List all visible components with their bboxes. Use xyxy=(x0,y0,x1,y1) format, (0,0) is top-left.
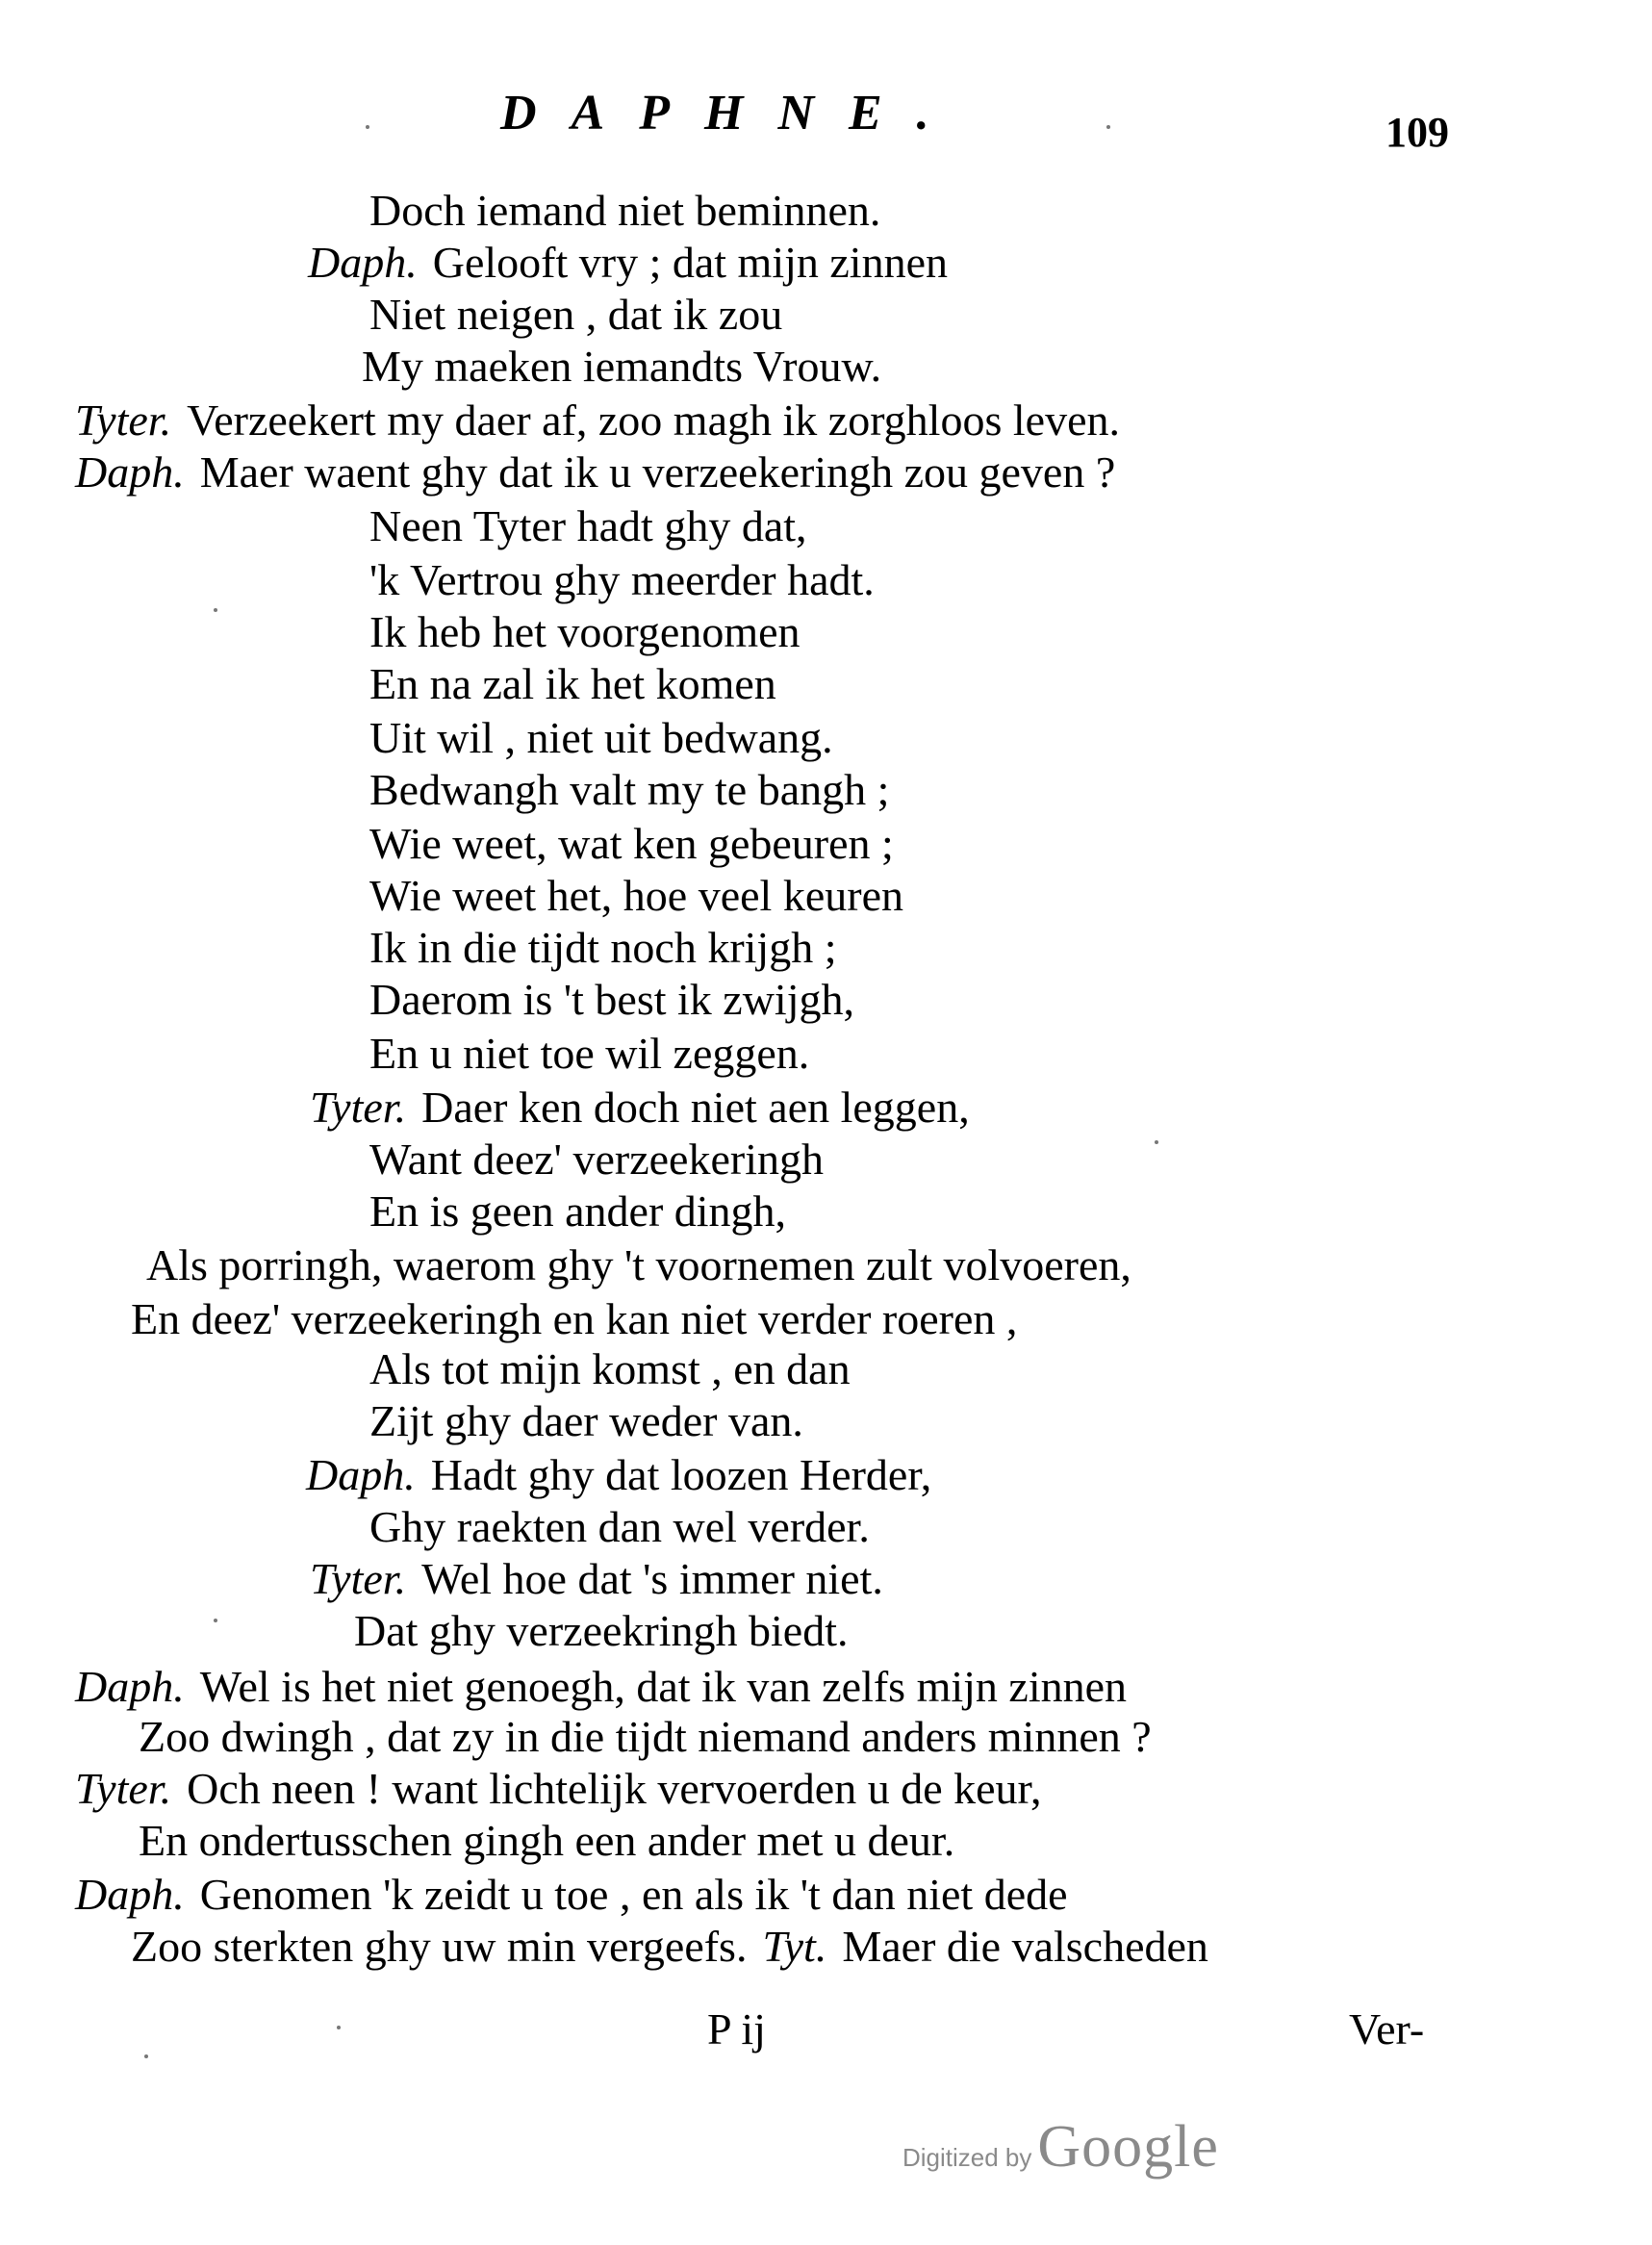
verse-text-span: My maeken iemandts Vrouw. xyxy=(362,342,882,391)
verse-text-span: Daerom is 't best ik zwijgh, xyxy=(369,975,854,1024)
verse-text-span: Daer ken doch niet aen leggen, xyxy=(421,1083,970,1132)
verse-text-span: Wie weet, wat ken gebeuren ; xyxy=(369,819,894,868)
verse-text-span: Als porringh, waerom ghy 't voornemen zult volvoeren, xyxy=(146,1240,1131,1289)
digitized-watermark xyxy=(902,2113,1219,2181)
verse-text-span: Maer waent ghy dat ik u verzeekeringh zou geven ? xyxy=(199,447,1116,497)
verse-text-span: Hadt ghy dat loozen Herder, xyxy=(430,1450,932,1499)
verse-text-span: Ghy raekten dan wel verder. xyxy=(369,1502,870,1551)
verse-text-span: Want deez' verzeekeringh xyxy=(369,1135,824,1184)
verse-line xyxy=(369,289,782,341)
verse-line xyxy=(131,1921,1208,1973)
speaker-label: Tyter. xyxy=(75,395,172,445)
watermark-prefix: Digitized by xyxy=(902,2143,1032,2172)
verse-text-span: Zoo sterkten ghy uw min vergeefs. xyxy=(131,1922,748,1971)
speaker-label: Tyter. xyxy=(310,1554,407,1603)
scan-speck xyxy=(144,2054,148,2058)
verse-text-span: Zijt ghy daer weder van. xyxy=(369,1396,803,1445)
verse-text-span: En is geen ander dingh, xyxy=(369,1186,787,1236)
verse-text-span: En u niet toe wil zeggen. xyxy=(369,1029,810,1078)
speaker-label: Daph. xyxy=(75,447,185,497)
verse-line xyxy=(75,446,1115,498)
scan-speck xyxy=(337,2026,341,2029)
verse-line xyxy=(75,1763,1042,1815)
verse-text-span: Niet neigen , dat ik zou xyxy=(369,290,783,339)
speaker-label: Daph. xyxy=(308,238,418,287)
verse-line xyxy=(131,1293,1017,1345)
scan-speck xyxy=(1155,1140,1158,1144)
verse-line xyxy=(369,658,776,710)
verse-text-span: Wel hoe dat 's immer niet. xyxy=(421,1554,883,1603)
verse-line xyxy=(75,395,1120,446)
speaker-label: Daph. xyxy=(75,1870,185,1919)
verse-text-span: Gelooft vry ; dat mijn zinnen xyxy=(432,238,949,287)
verse-text-span: Dat ghy verzeekringh biedt. xyxy=(354,1606,849,1655)
verse-text-span: Wie weet het, hoe veel keuren xyxy=(369,871,903,920)
verse-line xyxy=(369,712,833,764)
verse-line xyxy=(369,1028,809,1080)
verse-line xyxy=(369,922,837,974)
verse-line xyxy=(362,341,881,393)
speaker-label: Daph. xyxy=(306,1450,416,1499)
verse-text-span: Uit wil , niet uit bedwang. xyxy=(369,713,833,762)
verse-line xyxy=(146,1239,1131,1291)
verse-text-span: En ondertusschen gingh een ander met u deur. xyxy=(139,1816,955,1865)
watermark-brand: Google xyxy=(1037,2114,1219,2180)
verse-text-span: En na zal ik het komen xyxy=(369,659,776,708)
verse-line xyxy=(75,1661,1127,1713)
verse-line xyxy=(369,870,903,922)
verse-line xyxy=(354,1605,848,1657)
verse-text-span: 'k Vertrou ghy meerder hadt. xyxy=(369,555,875,604)
verse-text-span: Wel is het niet genoegh, dat ik van zelfs mijn zinnen xyxy=(199,1662,1128,1711)
verse-line xyxy=(369,185,880,237)
page-number: 109 xyxy=(1385,109,1449,156)
verse-line xyxy=(369,606,801,658)
signature-mark: P ij xyxy=(707,2004,766,2054)
verse-text-span: Doch iemand niet beminnen. xyxy=(369,186,881,235)
verse-text-span: Ik heb het voorgenomen xyxy=(369,607,801,656)
verse-text-span: Neen Tyter hadt ghy dat, xyxy=(369,501,807,550)
verse-line xyxy=(369,1395,803,1447)
verse-line xyxy=(369,1134,824,1186)
verse-text-span: Och neen ! want lichtelijk vervoerden u de keur, xyxy=(187,1764,1042,1813)
speaker-label: Tyter. xyxy=(75,1764,172,1813)
verse-line xyxy=(306,1449,931,1501)
verse-text-span: Ik in die tijdt noch krijgh ; xyxy=(369,923,837,972)
speaker-label: Tyt. xyxy=(762,1922,827,1971)
verse-line xyxy=(75,1869,1068,1921)
verse-text-span: Verzeekert my daer af, zoo magh ik zorghloos leven. xyxy=(187,395,1120,445)
verse-line xyxy=(369,1343,851,1395)
verse-line xyxy=(308,237,948,289)
verse-text-span: Maer die valscheden xyxy=(842,1922,1208,1971)
scan-speck xyxy=(214,608,217,612)
verse-line xyxy=(369,974,854,1026)
running-title: DAPHNE. xyxy=(500,86,964,140)
verse-text-span: En deez' verzeekeringh en kan niet verder roeren , xyxy=(131,1294,1018,1343)
verse-line xyxy=(369,818,894,870)
verse-text-span: Bedwangh valt my te bangh ; xyxy=(369,765,890,814)
scan-speck xyxy=(214,1619,217,1622)
verse-line xyxy=(369,1186,786,1237)
catchword: Ver- xyxy=(1349,2004,1425,2054)
verse-line xyxy=(369,500,807,552)
verse-line xyxy=(369,554,875,606)
scan-speck xyxy=(366,125,369,129)
verse-text-span: Als tot mijn komst , en dan xyxy=(369,1344,851,1393)
verse-line xyxy=(310,1553,883,1605)
verse-line xyxy=(369,1501,870,1553)
verse-text-span: Zoo dwingh , dat zy in die tijdt niemand anders minnen ? xyxy=(139,1712,1152,1761)
verse-line xyxy=(139,1711,1152,1763)
verse-line xyxy=(139,1815,954,1867)
speaker-label: Daph. xyxy=(75,1662,185,1711)
verse-line xyxy=(310,1082,970,1134)
verse-line xyxy=(369,764,889,816)
verse-text-span: Genomen 'k zeidt u toe , en als ik 't dan niet dede xyxy=(199,1870,1068,1919)
speaker-label: Tyter. xyxy=(310,1083,407,1132)
scan-speck xyxy=(1106,125,1110,129)
